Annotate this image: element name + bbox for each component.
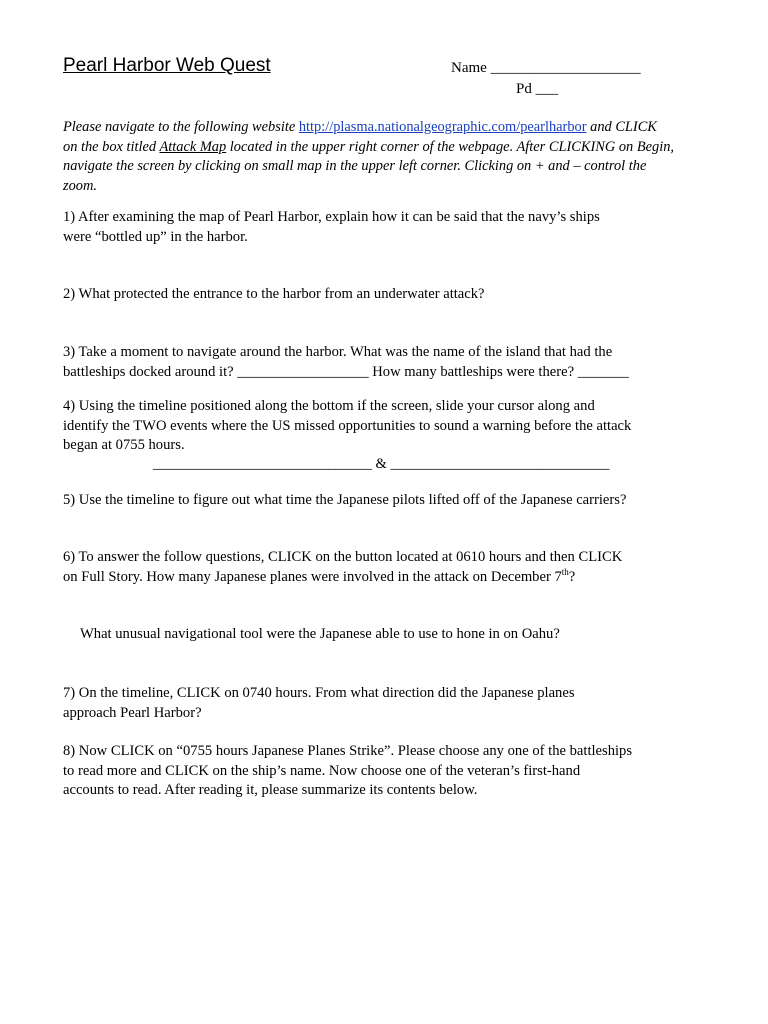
question-text: identify the TWO events where the US missed opportunities to sound a warning before the attack — [63, 417, 632, 434]
question-text: to read more and CLICK on the ship’s name. Now choose one of the veteran’s first-hand — [63, 762, 581, 779]
intro-text: Please navigate to the following website — [63, 119, 299, 135]
website-link[interactable]: http://plasma.nationalgeographic.com/pearlharbor — [298, 119, 587, 135]
question-text: 4) Using the timeline positioned along the bottom if the screen, slide your cursor along and — [63, 398, 595, 414]
intro-text: on the box titled — [63, 138, 160, 155]
period-field-label: Pd ___ — [516, 81, 559, 97]
question-text: battleships docked around it? __________________ How many battleships were there? _______ — [63, 363, 629, 380]
intro-text: located in the upper right corner of the webpage. After CLICKING on Begin, — [226, 138, 674, 155]
question-text-part: ? — [568, 568, 576, 585]
question-text: accounts to read. After reading it, please summarize its contents below. — [63, 782, 478, 798]
name-field-label: Name ____________________ — [451, 60, 641, 76]
ordinal-suffix: th — [561, 566, 569, 577]
page-title: Pearl Harbor Web Quest — [63, 55, 271, 76]
question-4 — [63, 397, 713, 456]
instructions-paragraph — [63, 118, 713, 196]
answer-blanks: ______________________________ & ______________________________ — [153, 456, 610, 472]
question-8 — [63, 742, 713, 801]
intro-line-4: zoom. — [63, 177, 97, 194]
question-7 — [63, 684, 713, 723]
question-text: 7) On the timeline, CLICK on 0740 hours. From what direction did the Japanese planes — [63, 685, 575, 701]
question-text: began at 0755 hours. — [63, 437, 185, 453]
question-3 — [63, 343, 713, 382]
question-text: were “bottled up” in the harbor. — [63, 228, 248, 245]
question-text: What unusual navigational tool were the Japanese able to use to hone in on Oahu? — [80, 626, 560, 642]
attack-map-term: Attack Map — [159, 138, 227, 155]
question-text: 2) What protected the entrance to the harbor from an underwater attack? — [63, 286, 485, 302]
intro-text: and CLICK — [586, 119, 657, 135]
question-text-part: on Full Story. How many Japanese planes were involved in the attack on December 7 — [63, 568, 562, 585]
question-text — [63, 568, 713, 588]
question-text: 3) Take a moment to navigate around the harbor. What was the name of the island that had the — [63, 344, 613, 360]
question-1 — [63, 208, 713, 247]
question-text: 5) Use the timeline to figure out what time the Japanese pilots lifted off of the Japanese carriers? — [63, 492, 627, 508]
question-6 — [63, 548, 713, 587]
question-text: 6) To answer the follow questions, CLICK on the button located at 0610 hours and then CLICK — [63, 549, 623, 565]
question-text: 1) After examining the map of Pearl Harbor, explain how it can be said that the navy’s ships — [63, 209, 600, 225]
question-text: 8) Now CLICK on “0755 hours Japanese Planes Strike”. Please choose any one of the battleships — [63, 743, 633, 759]
intro-line-1 — [63, 118, 713, 138]
question-5 — [63, 491, 713, 511]
question-text: approach Pearl Harbor? — [63, 704, 202, 721]
question-2 — [63, 285, 713, 305]
intro-line-2 — [63, 138, 713, 158]
question-6-sub — [80, 625, 730, 645]
intro-line-3: navigate the screen by clicking on small map in the upper left corner. Clicking on + and – control the — [63, 158, 647, 174]
